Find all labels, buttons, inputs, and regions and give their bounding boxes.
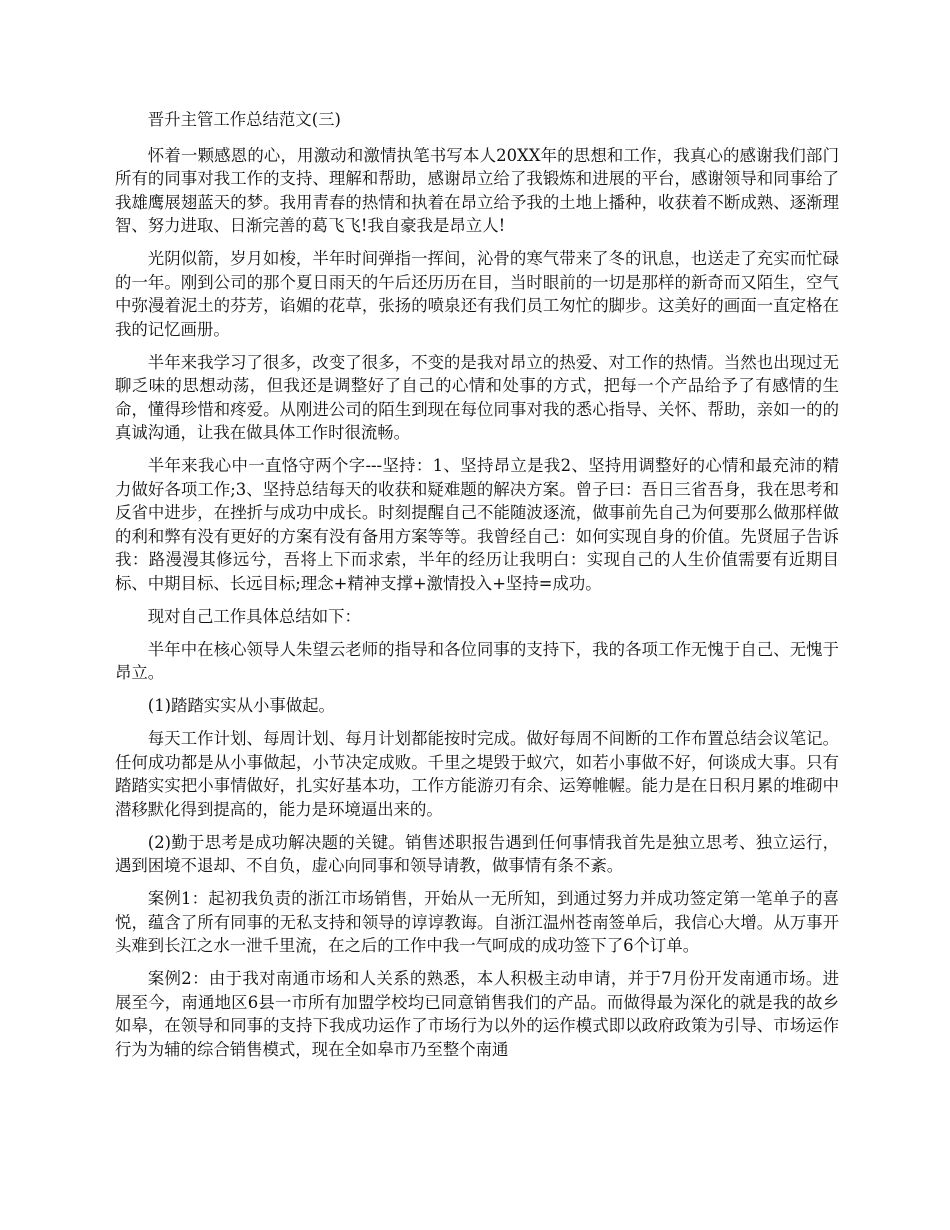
paragraph: 案例1：起初我负责的浙江市场销售，开始从一无所知，到通过努力并成功签定第一笔单子的喜悦，蕴含了所有同事的无私支持和领导的谆谆教诲。自浙江温州苍南签单后，我信心大增。从万事开头难到长江之水一泄千里流，在之后的工作中我一气呵成的成功签下了6个订单。 — [115, 889, 839, 955]
paragraph: 现对自己工作具体总结如下： — [147, 606, 361, 626]
paragraph: 案例2：由于我对南通市场和人关系的熟悉，本人积极主动申请，并于7月份开发南通市场。进展至今，南通地区6县一市所有加盟学校均已同意销售我们的产品。而做得最为深化的就是我的故乡如皋，在领导和同事的支持下我成功运作了市场行为以外的运作模式即以政府政策为引导、市场运作行为为辅的综合销售模式，现在全如皋市乃至整个南通 — [115, 969, 839, 1059]
document-title: 晋升主管工作总结范文(三) — [147, 110, 341, 129]
document-page — [115, 108, 839, 1071]
paragraph: 每天工作计划、每周计划、每月计划都能按时完成。做好每周不间断的工作布置总结会议笔记。任何成功都是从小事做起，小节决定成败。千里之堤毁于蚁穴，如若小事做不好，何谈成大事。只有踏踏实实把小事情做好，扎实好基本功，工作方能游刃有余、运筹帷幄。能力是在日积月累的堆砌中潜移默化得到提高的，能力是环境逼出来的。 — [115, 729, 839, 819]
paragraph: (1)踏踏实实从小事做起。 — [147, 696, 335, 715]
paragraph: 半年来我学习了很多，改变了很多，不变的是我对昂立的热爱、对工作的热情。当然也出现过无聊乏味的思想动荡，但我还是调整好了自己的心情和处事的方式，把每一个产品给予了有感情的生命，懂得珍惜和疼爱。从刚进公司的陌生到现在每位同事对我的悉心指导、关怀、帮助，亲如一的的真诚沟通，让我在做具体工作时很流畅。 — [115, 352, 839, 442]
paragraph: 半年来我心中一直恪守两个字---坚持：1、坚持昂立是我2、坚持用调整好的心情和最充沛的精力做好各项工作;3、坚持总结每天的收获和疑难题的解决方案。曾子曰：吾日三省吾身，我在思考和反省中进步，在挫折与成功中成长。时刻提醒自己不能随波逐流，做事前先自己为何要那么做那样做的利和弊有没有更好的方案有没有备用方案等等。我曾经自己：如何实现自身的价值。先贤屈子告诉我：路漫漫其修远兮，吾将上下而求索，半年的经历让我明白：实现自己的人生价值需要有近期目标、中期目标、长远目标;理念+精神支撑+激情投入+坚持=成功。 — [115, 456, 840, 593]
paragraph: 光阴似箭，岁月如梭，半年时间弹指一挥间，沁骨的寒气带来了冬的讯息，也送走了充实而忙碌的一年。刚到公司的那个夏日雨天的午后还历历在目，当时眼前的一切是那样的新奇而又陌生，空气中弥漫着泥土的芬芳，谄媚的花草，张扬的喷泉还有我们员工匆忙的脚步。这美好的画面一直定格在我的记忆画册。 — [115, 249, 839, 339]
paragraph: (2)勤于思考是成功解决题的关键。销售述职报告遇到任何事情我首先是独立思考、独立运行，遇到困境不退却、不自负，虚心向同事和领导请教，做事情有条不紊。 — [115, 832, 839, 875]
paragraph: 怀着一颗感恩的心，用激动和激情执笔书写本人20XX年的思想和工作，我真心的感谢我们部门所有的同事对我工作的支持、理解和帮助，感谢昂立给了我锻炼和进展的平台，感谢领导和同事给了我雄鹰展翅蓝天的梦。我用青春的热情和执着在昂立给予我的土地上播种，收获着不断成熟、逐渐理智、努力进取、日渐完善的葛飞飞!我自豪我是昂立人! — [115, 145, 839, 235]
paragraph: 半年中在核心领导人朱望云老师的指导和各位同事的支持下，我的各项工作无愧于自己、无愧于昂立。 — [115, 639, 839, 682]
